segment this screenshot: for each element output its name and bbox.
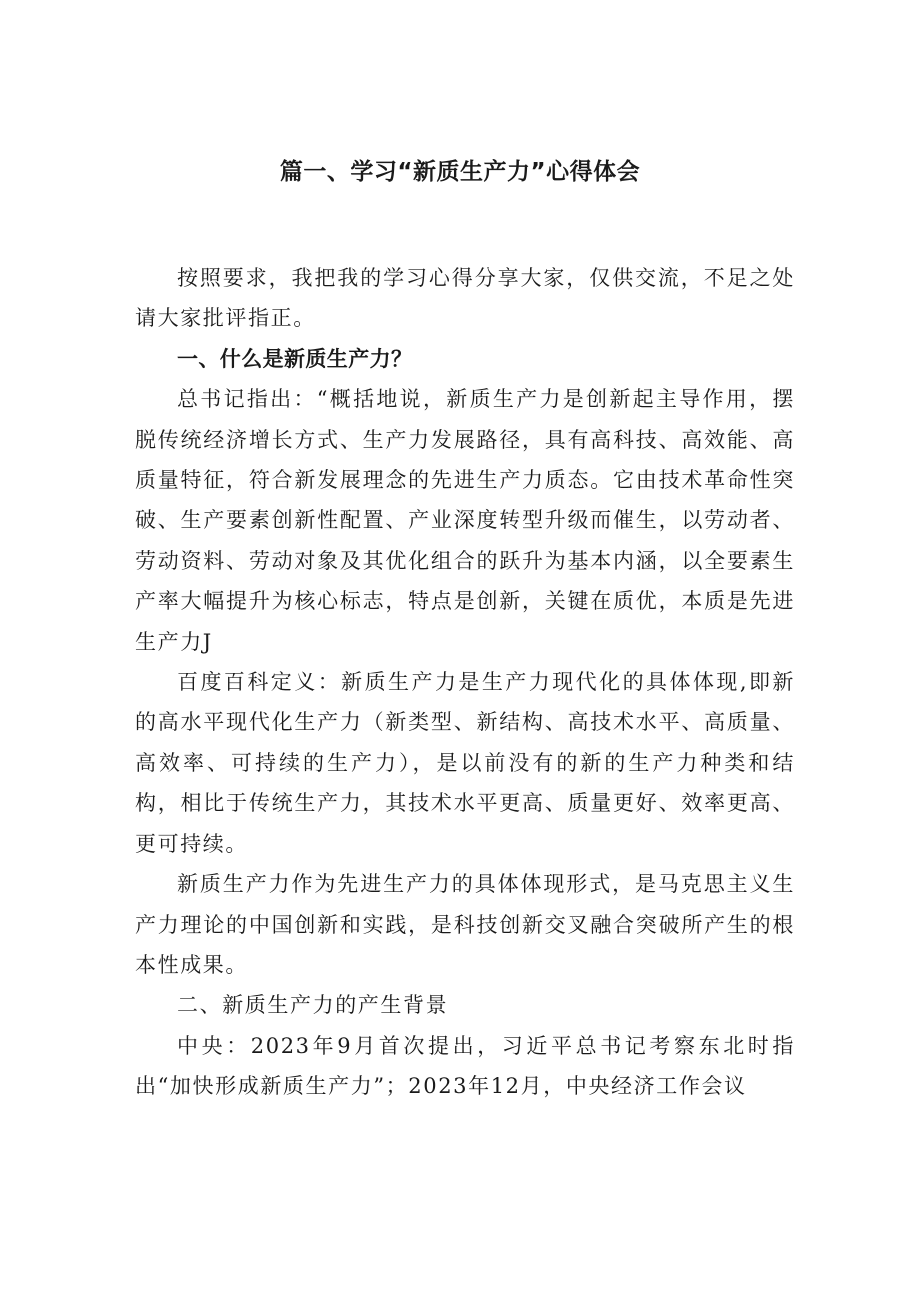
document-title: 篇一、学习“新质生产力”心得体会	[279, 159, 641, 185]
theory-paragraph: 新质生产力作为先进生产力的具体体现形式，是马克思主义生产力理论的中国创新和实践，是科技创新交叉融合突破所产生的根本性成果。	[135, 872, 795, 977]
intro-paragraph: 按照要求，我把我的学习心得分享大家，仅供交流，不足之处请大家批评指正。	[135, 266, 795, 331]
document-body	[135, 258, 795, 1107]
section-heading-2: 二、新质生产力的产生背景	[177, 993, 449, 1018]
quote-paragraph: 总书记指出：“概括地说，新质生产力是创新起主导作用，摆脱传统经济增长方式、生产力发展路径，具有高科技、高效能、高质量特征，符合新发展理念的先进生产力质态。它由技术革命性突破、生产要素创新性配置、产业深度转型升级而催生，以劳动者、劳动资料、劳动对象及其优化组合的跃升为基本内涵，以全要素生产率大幅提升为核心标志，特点是创新，关键在质优，本质是先进生产力J	[135, 387, 795, 654]
definition-paragraph: 百度百科定义：新质生产力是生产力现代化的具体体现,即新的高水平现代化生产力（新类型、新结构、高技术水平、高质量、高效率、可持续的生产力），是以前没有的新的生产力种类和结构，相比于传统生产力，其技术水平更高、质量更好、效率更高、更可持续。	[135, 670, 795, 856]
section-heading-1: 一、什么是新质生产力？	[177, 346, 413, 371]
background-paragraph: 中央：2023年9月首次提出，习近平总书记考察东北时指出“加快形成新质生产力”；2023年12月，中央经济工作会议	[135, 1033, 795, 1099]
